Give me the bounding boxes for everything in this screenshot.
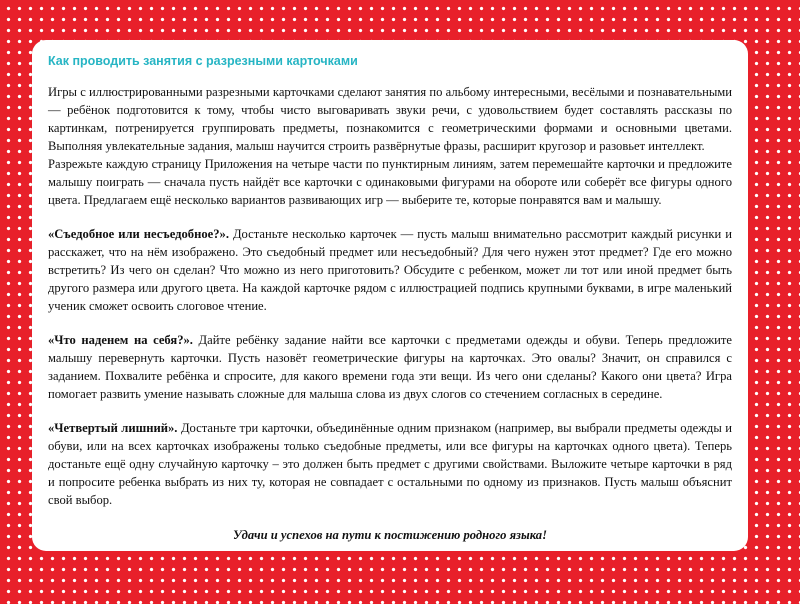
spacer <box>48 209 732 225</box>
game-edible-text: Достаньте несколько карточек — пусть малыш внимательно рассмотрит каждый рисунки и расскажет, что на нём изображено. Это съедобный предмет или несъедобный? Для чего нужен этот предмет? Где его можно встретить? Из чего он сделан? Что можно из него приготовить? Обсудите с ребенком, может ли тот или иной предмет быть другого размера или другого цвета. На каждой карточке рядом с иллюстрацией подпись крупными буквами, в игре маленький ученик сможет освоить слоговое чтение. <box>48 227 732 313</box>
spacer <box>48 403 732 419</box>
game-odd-one-out-paragraph <box>48 419 732 509</box>
game-odd-one-out-heading: «Четвертый лишний». <box>48 421 178 435</box>
instructions-paragraph: Разрежьте каждую страницу Приложения на четыре части по пунктирным линиям, затем перемешайте карточки и предложите малышу поиграть — сначала пусть найдёт все карточки с одинаковыми фигурами на обороте или соберёт все фигуры одного цвета. Предлагаем ещё несколько вариантов развивающих игр — выберите те, которые понравятся вам и малышу. <box>48 157 732 207</box>
content-card <box>32 40 748 551</box>
spacer <box>48 315 732 331</box>
page-title: Как проводить занятия с разрезными карточками <box>48 54 358 68</box>
game-clothes-heading: «Что наденем на себя?». <box>48 333 193 347</box>
game-clothes-text: Дайте ребёнку задание найти все карточки с предметами одежды и обуви. Теперь предложите малышу перевернуть карточки. Пусть назовёт геометрические фигуры на карточках. Это овалы? Значит, он справился с заданием. Похвалите ребёнка и спросите, для какого времени года эти вещи. Из чего они сделаны? Какого они цвета? Игра помогает развить умение называть сложные для малыша слова из двух слогов со стечением согласных в середине. <box>48 333 733 401</box>
intro-paragraph: Игры с иллюстрированными разрезными карточками сделают занятия по альбому интересными, весёлыми и познавательными — ребёнок подготовится к тому, чтобы чисто выговаривать звуки речи, с удовольствием будет составлять рассказы по картинкам, потренируется группировать предметы, познакомится с геометрическими формами и основными цветами. Выполняя увлекательные задания, малыш научится строить развёрнутые фразы, расширит кругозор и разовьет интеллект. <box>48 85 732 153</box>
closing-wish: Удачи и успехов на пути к постижению родного языка! <box>233 528 547 542</box>
game-edible-paragraph <box>48 225 732 315</box>
game-clothes-paragraph <box>48 331 732 403</box>
game-edible-heading: «Съедобное или несъедобное?». <box>48 227 229 241</box>
game-odd-one-out-text: Достаньте три карточки, объединённые одним признаком (например, вы выбрали предметы одежды и обуви, или на всех карточках изображены только съедобные предметы, или все фигуры на карточках одного цвета). Теперь достаньте ещё одну случайную карточку – это должен быть предмет с другими свойствами. Выложите четыре карточки в ряд и попросите ребенка выбрать из них ту, которая не совпадает с остальными по одному из признаков. Пусть малыш объяснит свой выбор. <box>48 421 732 507</box>
